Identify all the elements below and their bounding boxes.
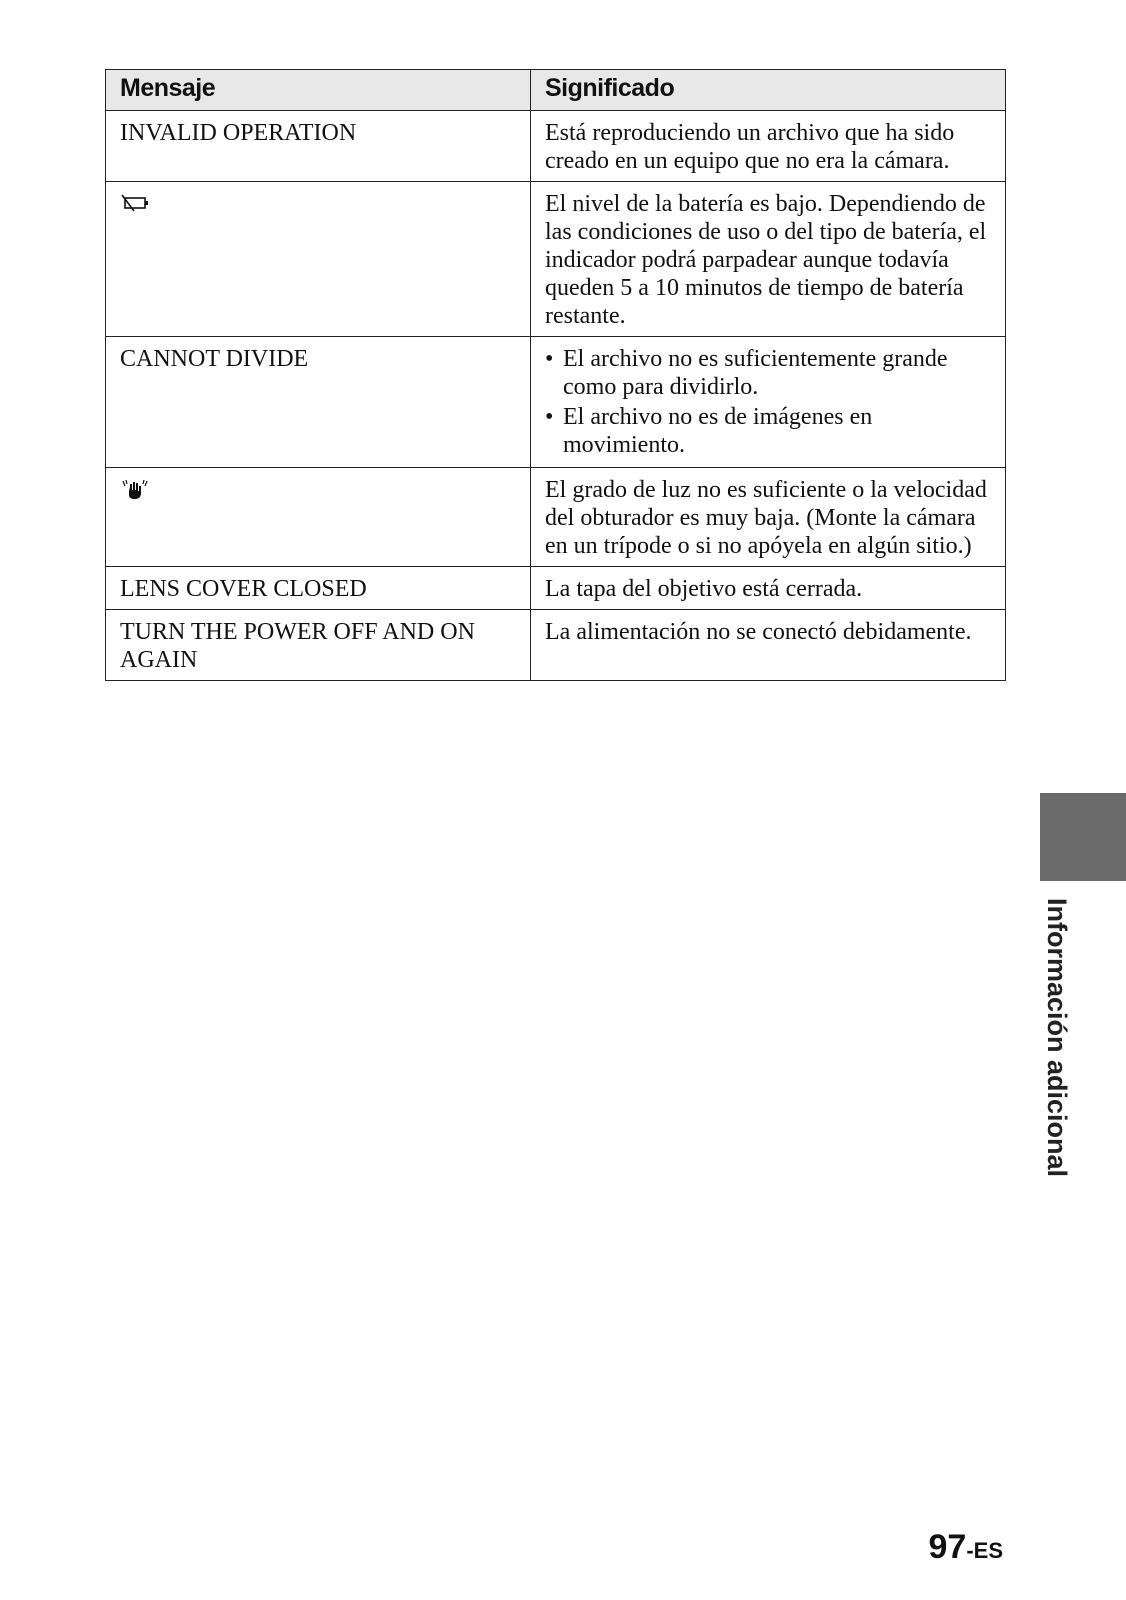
meaning-bullet-list [545,345,991,459]
meaning-cell: El nivel de la batería es bajo. Dependiendo de las condiciones de uso o del tipo de batería, el indicador podrá parpadear aunque todavía queden 5 a 10 minutos de tiempo de batería restante. [531,182,1006,337]
table-row [106,182,1006,337]
section-tab-label: Información adicional [1042,898,1072,1178]
header-meaning: Significado [531,70,1006,111]
table-row [106,468,1006,567]
message-cell: TURN THE POWER OFF AND ON AGAIN [106,610,531,681]
message-cell: LENS COVER CLOSED [106,567,531,610]
table-row [106,567,1006,610]
message-cell [106,182,531,337]
meaning-cell: La tapa del objetivo está cerrada. [531,567,1006,610]
message-cell: CANNOT DIVIDE [106,337,531,468]
table-row [106,111,1006,182]
message-cell: INVALID OPERATION [106,111,531,182]
table-header-row [106,70,1006,111]
low-battery-icon [120,192,150,220]
page-number-suffix: -ES [966,1538,1003,1563]
section-tab-marker [1040,793,1126,881]
table-row [106,610,1006,681]
table-row [106,337,1006,468]
page-number [928,1528,1003,1567]
header-message: Mensaje [106,70,531,111]
meaning-cell: El grado de luz no es suficiente o la velocidad del obturador es muy baja. (Monte la cámara en un trípode o si no apóyela en algún sitio.) [531,468,1006,567]
message-cell [106,468,531,567]
meaning-bullet: • El archivo no es de imágenes en movimiento. [545,403,991,459]
meaning-bullet: • El archivo no es suficientemente grande como para dividirlo. [545,345,991,401]
messages-table [105,69,1006,681]
meaning-cell [531,337,1006,468]
meaning-cell: Está reproduciendo un archivo que ha sido creado en un equipo que no era la cámara. [531,111,1006,182]
page-number-value: 97 [928,1528,967,1566]
meaning-cell: La alimentación no se conectó debidamente. [531,610,1006,681]
camera-shake-warning-icon [120,478,150,507]
